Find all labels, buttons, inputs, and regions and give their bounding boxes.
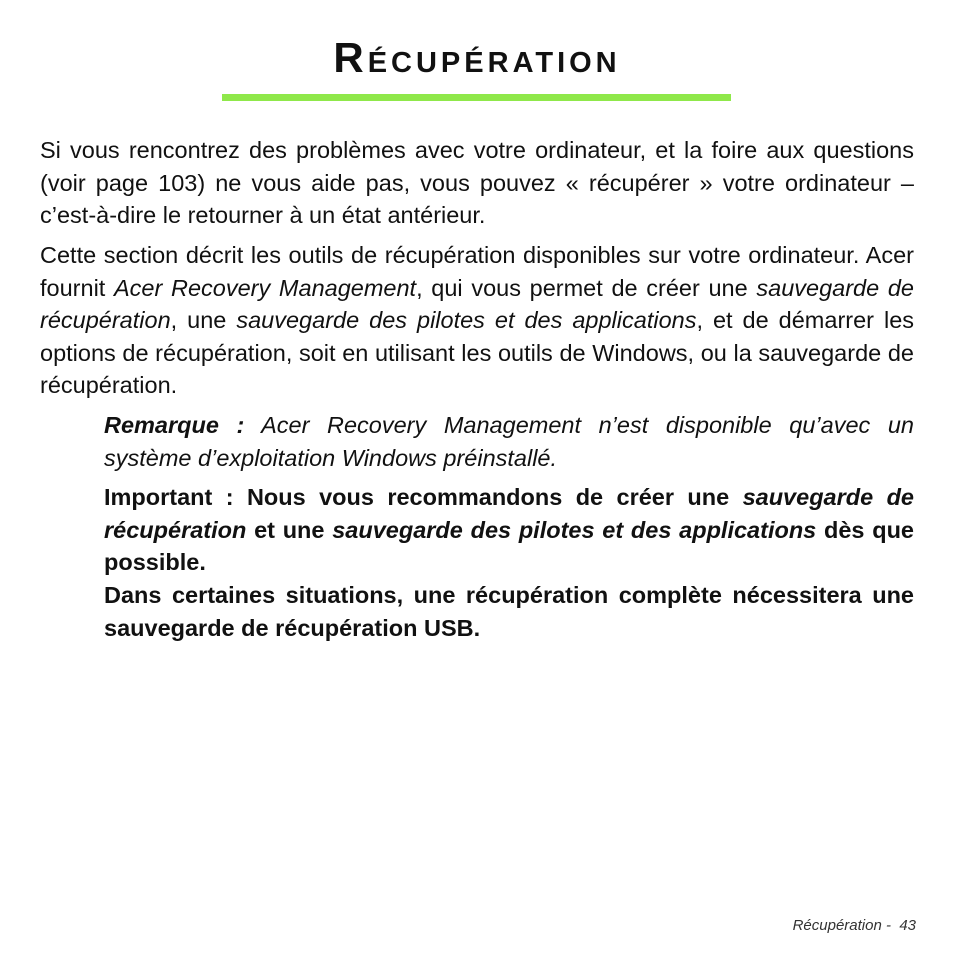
product-name: Acer Recovery Management (114, 274, 417, 301)
important-recovery-term: sauvegarde de récupération (104, 484, 914, 543)
drivers-backup-term: sauvegarde des pilotes et des applications (236, 307, 697, 333)
intro-text: Si vous rencontrez des problèmes avec votre ordinateur, et la foire aux questions (voir page 103) ne vous aide pas, vous pouvez « récupérer » votre ordinateur – c’est-à-dire le retourner à un état antérieur. (40, 137, 914, 228)
remark-text: Acer Recovery Management n’est disponible qu’avec un système d’exploitation Windows préinstallé. (104, 412, 914, 471)
important-text-2: et une (246, 516, 333, 543)
desc-text-3: , une (170, 307, 237, 333)
usb-note (104, 579, 914, 644)
page-footer (793, 917, 916, 934)
title-underline (222, 94, 731, 101)
intro-paragraph (40, 134, 914, 232)
desc-text-2: , qui vous permet de créer une (416, 274, 757, 301)
section-description-paragraph (40, 239, 914, 402)
footer-section-label: Récupération - (792, 917, 891, 934)
important-note (104, 481, 914, 579)
desc-text-1: Cette section décrit les outils de récupération disponibles sur votre ordinateur. Acer fournit (40, 242, 914, 301)
important-text-1: Important : Nous vous recommandons de créer une (104, 484, 743, 510)
important-drivers-term: sauvegarde des pilotes et des applications (332, 516, 817, 543)
desc-text-4: , et de démarrer les options de récupération, soit en utilisant les outils de Windows, ou la sauvegarde de récupération. (40, 307, 915, 398)
recovery-backup-term: sauvegarde de récupération (40, 274, 915, 333)
remark-label: Remarque : (104, 412, 245, 438)
remark-note (104, 409, 914, 474)
page-title: Récupération (333, 34, 621, 81)
important-text-3: dès que possible. (104, 516, 915, 575)
page-number: 43 (899, 917, 916, 934)
usb-note-text: Dans certaines situations, une récupération complète nécessitera une sauvegarde de récupération USB. (104, 582, 914, 641)
